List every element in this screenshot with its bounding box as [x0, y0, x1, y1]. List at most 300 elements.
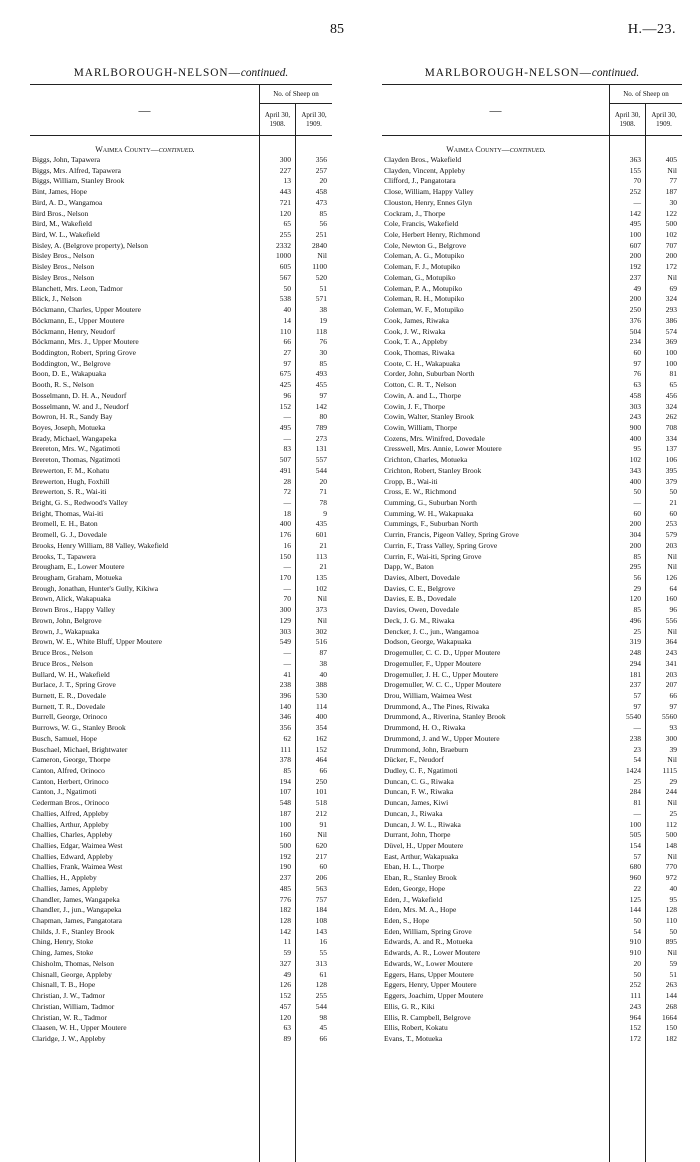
sheep-1908: 237 — [279, 873, 291, 883]
sheep-1909: 30 — [669, 197, 677, 207]
sheep-1908: 237 — [629, 272, 641, 282]
right-column-heading — [382, 62, 682, 84]
sheep-1908: 400 — [279, 519, 291, 529]
sheep-1908: 20 — [633, 958, 641, 968]
holder-name: Brewerton, S. R., Wai-iti — [32, 487, 107, 497]
table-row — [30, 1013, 332, 1024]
sheep-1908: 72 — [283, 487, 291, 497]
holder-name: Cumming, G., Suburban North — [384, 498, 477, 507]
sheep-1908: 200 — [629, 294, 641, 304]
sheep-1909: 203 — [665, 540, 677, 550]
holder-name: Coote, C. H., Wakapuaka — [384, 358, 461, 368]
sheep-1909: 571 — [315, 294, 327, 304]
holder-name: Eden, J., Wakefield — [384, 894, 443, 904]
sheep-1908: 49 — [633, 283, 641, 293]
table-row — [382, 369, 682, 380]
table-row — [382, 530, 682, 541]
table-row — [30, 359, 332, 370]
sheep-1908: 23 — [633, 744, 641, 754]
sheep-1909: 66 — [319, 1033, 327, 1043]
sheep-1909: 757 — [315, 894, 327, 904]
sheep-1909: 373 — [315, 605, 327, 615]
sheep-1908: 29 — [633, 583, 641, 593]
holder-name: Brown Bros., Happy Valley — [32, 605, 115, 615]
table-row — [30, 412, 332, 423]
table-row — [30, 787, 332, 798]
table-row — [382, 766, 682, 777]
sheep-1908: — — [283, 412, 291, 422]
holder-name: Ellis, G. R., Kiki — [384, 1001, 435, 1011]
sheep-1909: 544 — [315, 1001, 327, 1011]
holder-name: Biggs, Mrs. Alfred, Tapawera — [32, 165, 121, 175]
left-header-1908: April 30, 1908. — [260, 104, 296, 135]
sheep-1909: 50 — [669, 487, 677, 497]
holder-name: Brougham, E., Lower Moutere — [32, 562, 125, 572]
sheep-1909: 71 — [319, 487, 327, 497]
holder-name: Brewerton, Hugh, Foxhill — [32, 476, 110, 486]
holder-name: Challies, Arthur, Appleby — [32, 819, 109, 829]
sheep-1908: 346 — [279, 712, 291, 722]
sheep-1908: 400 — [629, 476, 641, 486]
table-row — [382, 755, 682, 766]
holder-name: Brooks, T., Tapawera — [32, 551, 96, 561]
sheep-1908: 128 — [279, 916, 291, 926]
sheep-1909: 273 — [315, 433, 327, 443]
sheep-1909: 203 — [665, 669, 677, 679]
table-row — [382, 305, 682, 316]
table-row — [382, 948, 682, 959]
holder-name: Boyes, Joseph, Motueka — [32, 422, 106, 432]
sheep-1909: Nil — [317, 594, 327, 604]
sheep-1909: 93 — [669, 723, 677, 733]
holder-name: Brereton, Mrs. W., Ngatimoti — [32, 444, 121, 454]
sheep-1908: 303 — [279, 626, 291, 636]
sheep-1909: 81 — [669, 369, 677, 379]
sheep-1909: 250 — [315, 776, 327, 786]
sheep-1909: 162 — [315, 733, 327, 743]
sheep-1909: 369 — [665, 337, 677, 347]
holder-name: Cole, Newton G., Belgrove — [384, 240, 467, 250]
holder-name: Christian, J. W., Tadmor — [32, 991, 105, 1001]
sheep-1909: 101 — [315, 787, 327, 797]
holder-name: Challies, Edward, Appleby — [32, 851, 113, 861]
sheep-1909: 97 — [669, 701, 677, 711]
holder-name: Challies, Alfred, Appleby — [32, 808, 109, 818]
table-row — [382, 584, 682, 595]
sheep-1908: 25 — [633, 776, 641, 786]
holder-name: Biggs, John, Tapawera — [32, 155, 101, 164]
sheep-1909: 9 — [323, 508, 327, 518]
sheep-1909: 102 — [665, 230, 677, 240]
holder-name: Bromell, E. H., Baton — [32, 519, 98, 529]
table-row — [382, 262, 682, 273]
sheep-1909: 56 — [319, 219, 327, 229]
table-row — [30, 820, 332, 831]
holder-name: Davies, E. B., Dovedale — [384, 594, 457, 604]
sheep-1909: 126 — [665, 573, 677, 583]
sheep-1908: 378 — [279, 755, 291, 765]
table-row — [382, 176, 682, 187]
table-row — [382, 648, 682, 659]
sheep-1909: 160 — [665, 594, 677, 604]
table-row — [30, 552, 332, 563]
table-row — [30, 670, 332, 681]
sheep-1908: 18 — [283, 508, 291, 518]
right-continued-label: continued. — [591, 67, 640, 79]
holder-name: Davies, C. E., Belgrove — [384, 583, 456, 593]
holder-name: Bruce Bros., Nelson — [32, 658, 93, 668]
table-row — [30, 391, 332, 402]
sheep-1908: 85 — [283, 765, 291, 775]
holder-name: Close, William, Happy Valley — [384, 187, 474, 197]
sheep-1909: 40 — [669, 883, 677, 893]
sheep-1909: 464 — [315, 755, 327, 765]
table-row — [30, 187, 332, 198]
sheep-1908: 62 — [283, 733, 291, 743]
sheep-1908: 255 — [279, 230, 291, 240]
holder-name: Duncan, F. W., Riwaka — [384, 787, 454, 797]
table-row — [30, 455, 332, 466]
sheep-1909: 91 — [319, 819, 327, 829]
sheep-1909: 50 — [669, 926, 677, 936]
sheep-1908: 504 — [629, 326, 641, 336]
sheep-1908: 200 — [629, 251, 641, 261]
sheep-1909: 200 — [665, 251, 677, 261]
holder-name: Challies, Frank, Waimea West — [32, 862, 123, 872]
table-row — [382, 637, 682, 648]
holder-name: Boddington, W., Belgrove — [32, 358, 111, 368]
sheep-1908: 376 — [629, 315, 641, 325]
table-row — [30, 251, 332, 262]
sheep-1909: 148 — [665, 841, 677, 850]
sheep-1908: 110 — [280, 326, 291, 336]
table-row — [30, 380, 332, 391]
sheep-1908: 100 — [629, 819, 641, 829]
sheep-1908: 60 — [633, 347, 641, 357]
table-row — [382, 455, 682, 466]
sheep-1908: 140 — [279, 701, 291, 711]
sheep-1908: 176 — [279, 530, 291, 540]
table-row — [30, 627, 332, 638]
holder-name: Coleman, G., Motupiko — [384, 272, 456, 282]
holder-name: Cook, T. A., Appleby — [384, 337, 448, 347]
sheep-1908: 200 — [629, 519, 641, 529]
holder-name: Eden, S., Hope — [384, 916, 430, 926]
sheep-1908: 294 — [629, 658, 641, 668]
holder-name: Cotton, C. R. T., Nelson — [384, 380, 457, 390]
holder-name: Brown, Alick, Wakapuaka — [32, 594, 111, 604]
holder-name: Bright, Thomas, Wai-iti — [32, 508, 104, 518]
sheep-1909: 20 — [319, 176, 327, 186]
sheep-1909: 579 — [665, 530, 677, 540]
sheep-1908: 425 — [279, 380, 291, 390]
sheep-1909: 85 — [319, 358, 327, 368]
table-row — [382, 616, 682, 627]
sheep-1909: Nil — [317, 615, 327, 625]
holder-name: Bird Bros., Nelson — [32, 208, 89, 218]
sheep-1908: 252 — [629, 187, 641, 197]
sheep-1909: 789 — [315, 422, 327, 432]
sheep-1908: 100 — [629, 230, 641, 240]
sheep-1909: 184 — [315, 905, 327, 915]
table-row — [382, 852, 682, 863]
holder-name: Chandler, J., jun., Wangapeka — [32, 905, 122, 915]
sheep-1908: 155 — [629, 165, 641, 175]
holder-name: Challies, H., Appleby — [32, 873, 97, 883]
holder-name: Bosselmann, W. and J., Neudorf — [32, 401, 129, 411]
sheep-1908: 70 — [283, 594, 291, 604]
table-row — [30, 745, 332, 756]
table-row — [30, 262, 332, 273]
sheep-1908: 192 — [629, 262, 641, 272]
table-row — [30, 509, 332, 520]
sheep-1909: 262 — [665, 412, 677, 422]
table-row — [382, 552, 682, 563]
sheep-1909: 19 — [319, 315, 327, 325]
table-row — [382, 659, 682, 670]
sheep-1909: 707 — [665, 240, 677, 250]
sheep-1908: 65 — [283, 219, 291, 229]
left-table-body — [30, 136, 332, 1162]
sheep-1909: 257 — [315, 165, 327, 175]
sheep-1909: 313 — [315, 958, 327, 968]
sheep-1909: Nil — [667, 948, 677, 958]
sheep-1908: 549 — [279, 637, 291, 647]
sheep-1908: 81 — [633, 798, 641, 808]
sheep-1909: 25 — [669, 808, 677, 818]
sheep-1908: 538 — [279, 294, 291, 304]
holder-name: Dencker, J. C., jun., Wangamoa — [384, 626, 479, 636]
holder-name: Bullard, W. H., Wakefield — [32, 669, 110, 679]
table-row — [382, 702, 682, 713]
holder-name: Challies, James, Appleby — [32, 883, 108, 893]
holder-name: Bint, James, Hope — [32, 187, 87, 197]
sheep-1908: 152 — [279, 401, 291, 411]
sheep-1908: 496 — [629, 615, 641, 625]
sheep-1909: 556 — [665, 615, 677, 625]
table-row — [382, 519, 682, 530]
holder-name: Booth, R. S., Nelson — [32, 380, 94, 390]
holder-name: Bruce Bros., Nelson — [32, 648, 93, 658]
left-table-header — [30, 84, 332, 136]
table-row — [382, 337, 682, 348]
table-row — [382, 230, 682, 241]
holder-name: Ellis, R. Campbell, Belgrove — [384, 1012, 471, 1022]
sheep-1908: 680 — [629, 862, 641, 872]
table-row — [30, 444, 332, 455]
table-row — [382, 723, 682, 734]
table-row — [382, 487, 682, 498]
sheep-1908: 59 — [283, 948, 291, 958]
page-number: 85 — [330, 22, 344, 37]
table-row — [30, 562, 332, 573]
sheep-1908: 125 — [629, 894, 641, 904]
sheep-1908: 56 — [633, 573, 641, 583]
sheep-1909: 2840 — [312, 240, 327, 250]
sheep-1908: 443 — [279, 187, 291, 197]
table-row — [382, 348, 682, 359]
sheep-1909: 620 — [315, 841, 327, 850]
sheep-1908: 1000 — [276, 251, 291, 261]
sheep-1909: 458 — [315, 187, 327, 197]
holder-name: Cameron, George, Thorpe — [32, 755, 111, 765]
holder-name: Drummond, H. O., Riwaka — [384, 723, 466, 733]
sheep-1909: 500 — [665, 830, 677, 840]
sheep-1908: 190 — [279, 862, 291, 872]
sheep-1908: 97 — [283, 358, 291, 368]
sheep-1909: 55 — [319, 948, 327, 958]
sheep-1908: 76 — [633, 369, 641, 379]
left-sheep-header — [260, 85, 332, 135]
sheep-1909: 152 — [315, 744, 327, 754]
left-header-1909: April 30, 1909. — [301, 111, 327, 128]
table-row — [30, 659, 332, 670]
left-column-heading — [30, 62, 332, 84]
table-row — [30, 862, 332, 873]
holder-name: Clayden Bros., Wakefield — [384, 155, 462, 164]
table-row — [382, 187, 682, 198]
sheep-1908: 250 — [629, 305, 641, 315]
holder-name: Eban, R., Stanley Brook — [384, 873, 457, 883]
table-row — [382, 862, 682, 873]
table-row — [30, 948, 332, 959]
sheep-1908: 100 — [279, 819, 291, 829]
table-row — [382, 498, 682, 509]
sheep-1908: 142 — [279, 926, 291, 936]
sheep-1909: 128 — [665, 905, 677, 915]
table-row — [30, 176, 332, 187]
sheep-1909: Nil — [667, 798, 677, 808]
holder-name: Burrows, W. G., Stanley Brook — [32, 723, 126, 733]
holder-name: Drummond, John, Braeburn — [384, 744, 469, 754]
sheep-1908: — — [283, 562, 291, 572]
holder-name: Cederman Bros., Orinoco — [32, 798, 110, 808]
sheep-1908: 2332 — [276, 240, 291, 250]
holder-name: Duncan, C. G., Riwaka — [384, 776, 454, 786]
holder-name: Clouston, Henry, Ennes Glyn — [384, 197, 473, 207]
sheep-1909: 97 — [319, 390, 327, 400]
sheep-1909: 354 — [315, 723, 327, 733]
table-row — [382, 895, 682, 906]
holder-name: Chisnall, George, Appleby — [32, 969, 112, 979]
table-row — [30, 327, 332, 338]
table-row — [30, 691, 332, 702]
right-name-header: — — [382, 85, 610, 135]
sheep-1908: 303 — [629, 401, 641, 411]
sheep-1909: Nil — [667, 755, 677, 765]
holder-name: Bird, W. L., Wakefield — [32, 230, 100, 240]
holder-name: Böckmann, Mrs. J., Upper Moutere — [32, 337, 139, 347]
sheep-1909: Nil — [667, 272, 677, 282]
sheep-1909: 334 — [665, 433, 677, 443]
holder-name: Cozens, Mrs. Winifred, Dovedale — [384, 433, 485, 443]
left-continued-label: continued. — [240, 67, 289, 79]
sheep-1909: 268 — [665, 1001, 677, 1011]
holder-name: Brough, Jonathan, Hunter's Gully, Kikiwa — [32, 583, 159, 593]
sheep-1909: 142 — [315, 401, 327, 411]
sheep-1908: 14 — [283, 315, 291, 325]
table-row — [30, 466, 332, 477]
holder-name: Drogemuller, J. H. C., Upper Moutere — [384, 669, 499, 679]
sheep-1908: 507 — [279, 455, 291, 465]
table-row — [30, 284, 332, 295]
sheep-1908: 300 — [279, 605, 291, 615]
holder-name: Canton, Alfred, Orinoco — [32, 765, 105, 775]
sheep-1908: 343 — [629, 465, 641, 475]
sheep-1908: 500 — [279, 841, 291, 850]
sheep-1908: 5540 — [626, 712, 641, 722]
holder-name: East, Arthur, Wakapuaka — [384, 851, 459, 861]
left-county-title — [30, 136, 332, 155]
sheep-1909: 324 — [665, 294, 677, 304]
table-row — [382, 391, 682, 402]
sheep-1909: 38 — [319, 305, 327, 315]
table-row — [382, 294, 682, 305]
holder-name: Corder, John, Suburban North — [384, 369, 475, 379]
sheep-1908: 457 — [279, 1001, 291, 1011]
holder-name: Cowin, William, Thorpe — [384, 422, 458, 432]
sheep-1909: 64 — [669, 583, 677, 593]
sheep-1909: 212 — [315, 808, 327, 818]
holder-name: Ching, Henry, Stoke — [32, 937, 94, 947]
holder-name: Duncan, J. W. L., Riwaka — [384, 819, 461, 829]
sheep-1909: 59 — [669, 958, 677, 968]
table-row — [382, 466, 682, 477]
table-row — [30, 895, 332, 906]
table-row — [30, 573, 332, 584]
sheep-1909: 500 — [665, 219, 677, 229]
sheep-1909: 379 — [665, 476, 677, 486]
left-sheep-group-label: No. of Sheep on — [260, 85, 332, 104]
table-row — [382, 444, 682, 455]
sheep-1909: 80 — [319, 412, 327, 422]
sheep-1909: 135 — [315, 573, 327, 583]
table-row — [30, 337, 332, 348]
sheep-1908: 485 — [279, 883, 291, 893]
table-row — [30, 230, 332, 241]
sheep-1909: 217 — [315, 851, 327, 861]
sheep-1908: 400 — [629, 433, 641, 443]
table-row — [30, 1023, 332, 1034]
left-column — [30, 62, 332, 1162]
sheep-1908: 60 — [633, 508, 641, 518]
holder-name: Drou, William, Waimea West — [384, 690, 472, 700]
table-row — [382, 820, 682, 831]
sheep-1909: 493 — [315, 369, 327, 379]
table-row — [30, 498, 332, 509]
table-row — [30, 616, 332, 627]
holder-name: Christian, William, Tadmor — [32, 1001, 115, 1011]
table-row — [30, 980, 332, 991]
sheep-1908: 182 — [279, 905, 291, 915]
holder-name: Eban, H. L., Thorpe — [384, 862, 445, 872]
sheep-1908: 152 — [279, 991, 291, 1001]
sheep-1909: 21 — [669, 498, 677, 507]
holder-name: Christian, W. R., Tadmor — [32, 1012, 107, 1022]
sheep-1909: 243 — [665, 648, 677, 658]
table-row — [382, 1002, 682, 1013]
holder-name: Cook, J. W., Riwaka — [384, 326, 446, 336]
sheep-1908: 95 — [633, 444, 641, 454]
table-row — [382, 980, 682, 991]
sheep-1909: 207 — [665, 680, 677, 690]
table-row — [30, 477, 332, 488]
sheep-1909: 244 — [665, 787, 677, 797]
table-row — [382, 273, 682, 284]
holder-name: Cook, James, Riwaka — [384, 315, 449, 325]
holder-name: Drummond, A., Riverina, Stanley Brook — [384, 712, 506, 722]
holder-name: Cowin, J. F., Thorpe — [384, 401, 446, 411]
